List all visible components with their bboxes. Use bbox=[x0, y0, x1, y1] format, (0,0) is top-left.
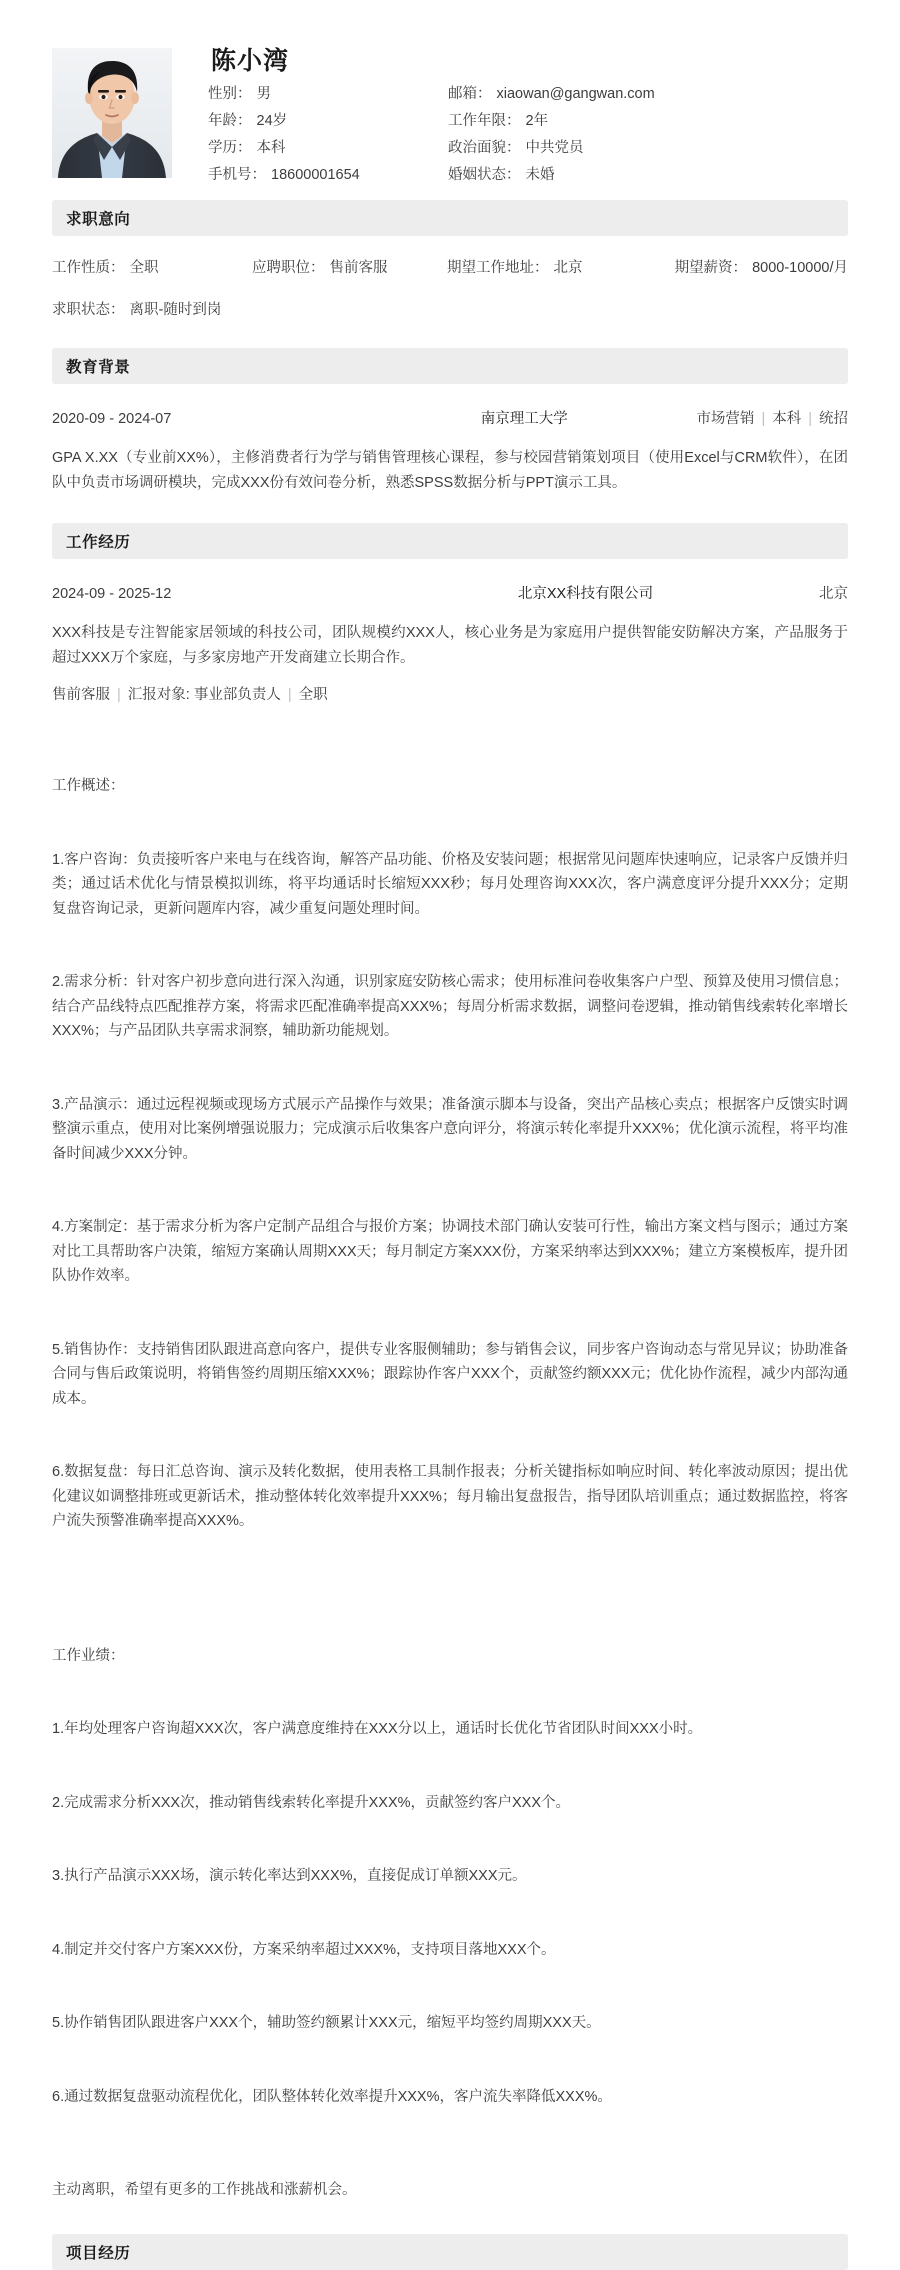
field-education bbox=[208, 138, 448, 158]
section-title-project-experience: 项目经历 bbox=[66, 2245, 131, 2262]
intent-position-label: 应聘职位： bbox=[252, 260, 325, 276]
job-intention-body bbox=[52, 236, 848, 320]
work-overview bbox=[52, 725, 848, 1583]
field-political-status-value: 中共党员 bbox=[525, 140, 584, 156]
field-age-label: 年龄： bbox=[208, 113, 252, 129]
work-achievement-item: 6.通过数据复盘驱动流程优化，团队整体转化效率提升XXX%，客户流失率降低XXX%。 bbox=[52, 2088, 612, 2105]
education-body bbox=[52, 384, 848, 496]
field-political-status-label: 政治面貌： bbox=[448, 140, 521, 156]
profile-fields bbox=[208, 84, 848, 185]
work-entry-head bbox=[52, 583, 848, 605]
intent-location-value: 北京 bbox=[553, 260, 583, 276]
section-title-education: 教育背景 bbox=[66, 359, 131, 376]
spacer bbox=[52, 1583, 848, 1595]
intent-status-value: 离职-随时到岗 bbox=[129, 302, 222, 318]
work-overview-title: 工作概述： bbox=[52, 778, 125, 794]
work-overview-item: 5.销售协作：支持销售团队跟进高意向客户，提供专业客服侧辅助；参与销售会议，同步客户咨询动态与常见异议；协助准备合同与售后政策说明，将销售签约周期压缩XXX%；跟踪协作客户XXX个，贡献签约额XXX元；优化协作流程，减少内部沟通成本。 bbox=[52, 1341, 848, 1407]
work-achievement-item: 2.完成需求分析XXX次，推动销售线索转化率提升XXX%，贡献签约客户XXX个。 bbox=[52, 1794, 571, 1811]
work-achievements bbox=[52, 1595, 848, 2159]
work-date: 2024-09 - 2025-12 bbox=[52, 586, 172, 602]
field-email-label: 邮箱： bbox=[448, 86, 492, 102]
section-header-education bbox=[52, 348, 848, 384]
education-entry-head bbox=[52, 408, 848, 430]
work-company-intro: XXX科技是专注智能家居领域的科技公司，团队规模约XXX人，核心业务是为家庭用户提供智能安防解决方案，产品服务于超过XXX万个家庭，与多家房地产开发商建立长期合作。 bbox=[52, 625, 848, 666]
work-leave-reason: 主动离职，希望有更多的工作挑战和涨薪机会。 bbox=[52, 2182, 357, 2198]
meta-separator: | bbox=[287, 687, 292, 703]
section-title-job-intention: 求职意向 bbox=[66, 211, 131, 228]
work-company: 北京XX科技有限公司 bbox=[517, 586, 654, 602]
tag-separator: | bbox=[808, 411, 812, 427]
field-phone-label: 手机号： bbox=[208, 167, 266, 183]
work-location: 北京 bbox=[819, 586, 848, 602]
field-experience-years bbox=[448, 111, 848, 131]
intent-status-label: 求职状态： bbox=[52, 302, 125, 318]
field-age-value: 24岁 bbox=[256, 113, 288, 129]
work-achievement-item: 1.年均处理客户咨询超XXX次，客户满意度维持在XXX分以上，通话时长优化节省团队时间XXX小时。 bbox=[52, 1721, 703, 1737]
job-intention-row-1 bbox=[52, 258, 848, 278]
work-overview-item: 2.需求分析：针对客户初步意向进行深入沟通，识别家庭安防核心需求；使用标准问卷收集客户户型、预算及使用习惯信息；结合产品线特点匹配推荐方案，将需求匹配准确率提高XXX%；每周分析需求数据，调整问卷逻辑，推动销售线索转化率增长XXX%；与产品团队共享需求洞察，辅助新功能规划。 bbox=[52, 974, 848, 1039]
section-project-experience bbox=[52, 2234, 848, 2270]
field-marital-status-value: 未婚 bbox=[525, 167, 555, 183]
education-tags bbox=[696, 408, 848, 430]
page-title: 陈小湾 bbox=[211, 47, 290, 75]
work-experience-body bbox=[52, 559, 848, 2202]
work-overview-item: 3.产品演示：通过远程视频或现场方式展示产品操作与效果；准备演示脚本与设备，突出产品核心卖点；根据客户反馈实时调整演示重点，使用对比案例增强说服力；完成演示后收集客户意向评分，将演示转化率提升XXX%；优化演示流程，将平均准备时间减少XXX分钟。 bbox=[52, 1096, 848, 1162]
section-work-experience bbox=[52, 523, 848, 2202]
education-tag-degree: 本科 bbox=[772, 411, 802, 427]
work-achievement-title: 工作业绩： bbox=[52, 1647, 125, 1664]
avatar bbox=[52, 48, 172, 178]
education-description: GPA X.XX（专业前XX%），主修消费者行为学与销售管理核心课程，参与校园营销策划项目（使用Excel与CRM软件），在团队中负责市场调研模块，完成XXX份有效问卷分析，熟悉SPSS数据分析与PPT演示工具。 bbox=[52, 450, 848, 491]
work-overview-item: 6.数据复盘：每日汇总咨询、演示及转化数据，使用表格工具制作报表；分析关键指标如响应时间、转化率波动原因；提出优化建议如调整排班或更新话术，推动整体转化效率提升XXX%；每月输出复盘报告，指导团队培训重点；通过数据监控，将客户流失预警准确率提高XXX%。 bbox=[52, 1464, 848, 1529]
work-achievement-item: 3.执行产品演示XXX场，演示转化率达到XXX%，直接促成订单额XXX元。 bbox=[52, 1868, 527, 1884]
section-header-work-experience bbox=[52, 523, 848, 559]
work-overview-item: 1.客户咨询：负责接听客户来电与在线咨询，解答产品功能、价格及安装问题；根据常见问题库快速响应，记录客户反馈并归类；通过话术优化与情景模拟训练，将平均通话时长缩短XXX秒；每月处理咨询XXX次，客户满意度评分提升XXX分；定期复盘咨询记录，更新问题库内容，减少重复问题处理时间。 bbox=[52, 851, 848, 917]
work-achievement-item: 5.协作销售团队跟进客户XXX个，辅助签约额累计XXX元，缩短平均签约周期XXX天。 bbox=[52, 2015, 601, 2031]
education-school: 南京理工大学 bbox=[480, 411, 568, 427]
intent-job-type-value: 全职 bbox=[129, 260, 159, 276]
intent-position bbox=[252, 258, 447, 278]
work-meta-title: 售前客服 bbox=[52, 687, 110, 703]
field-phone bbox=[208, 165, 448, 185]
header-info bbox=[172, 44, 848, 185]
resume-header bbox=[52, 0, 848, 183]
field-political-status bbox=[448, 138, 848, 158]
field-education-value: 本科 bbox=[256, 140, 286, 156]
tag-separator: | bbox=[761, 411, 766, 427]
education-tag-major: 市场营销 bbox=[696, 411, 755, 427]
work-meta-report-to: 汇报对象: 事业部负责人 bbox=[127, 687, 281, 703]
intent-salary-value: 8000-10000/月 bbox=[752, 260, 848, 276]
work-overview-item: 4.方案制定：基于需求分析为客户定制产品组合与报价方案；协调技术部门确认安装可行性，输出方案文档与图示；通过方案对比工具帮助客户决策，缩短方案确认周期XXX天；每月制定方案XXX份，方案采纳率达到XXX%；建立方案模板库，提升团队协作效率。 bbox=[52, 1219, 848, 1284]
field-experience-years-value: 2年 bbox=[525, 113, 549, 129]
education-tag-admission: 统招 bbox=[819, 411, 848, 427]
intent-salary-label: 期望薪资： bbox=[674, 260, 748, 276]
field-email bbox=[448, 84, 848, 104]
field-marital-status bbox=[448, 165, 848, 185]
section-header-project-experience bbox=[52, 2234, 848, 2270]
intent-location bbox=[447, 258, 672, 278]
section-job-intention bbox=[52, 200, 848, 320]
section-title-work-experience: 工作经历 bbox=[66, 534, 131, 551]
work-meta bbox=[52, 685, 848, 705]
field-gender bbox=[208, 84, 448, 104]
field-education-label: 学历： bbox=[208, 140, 252, 156]
meta-separator: | bbox=[117, 687, 121, 703]
intent-job-type bbox=[52, 258, 252, 278]
education-date: 2020-09 - 2024-07 bbox=[52, 411, 172, 427]
job-intention-row-2 bbox=[52, 300, 848, 320]
field-experience-years-label: 工作年限： bbox=[448, 113, 521, 129]
field-age bbox=[208, 111, 448, 131]
field-marital-status-label: 婚姻状态： bbox=[448, 167, 521, 183]
field-phone-value: 18600001654 bbox=[271, 167, 360, 183]
section-education bbox=[52, 348, 848, 496]
intent-salary bbox=[672, 258, 848, 278]
intent-position-value: 售前客服 bbox=[329, 260, 388, 276]
field-email-value: xiaowan@gangwan.com bbox=[496, 86, 655, 102]
field-gender-value: 男 bbox=[256, 86, 271, 102]
work-meta-type: 全职 bbox=[298, 687, 328, 703]
section-header-job-intention bbox=[52, 200, 848, 236]
intent-location-label: 期望工作地址： bbox=[447, 260, 549, 276]
field-gender-label: 性别： bbox=[208, 86, 252, 102]
intent-job-type-label: 工作性质： bbox=[52, 260, 125, 276]
work-achievement-item: 4.制定并交付客户方案XXX份，方案采纳率超过XXX%，支持项目落地XXX个。 bbox=[52, 1941, 556, 1958]
